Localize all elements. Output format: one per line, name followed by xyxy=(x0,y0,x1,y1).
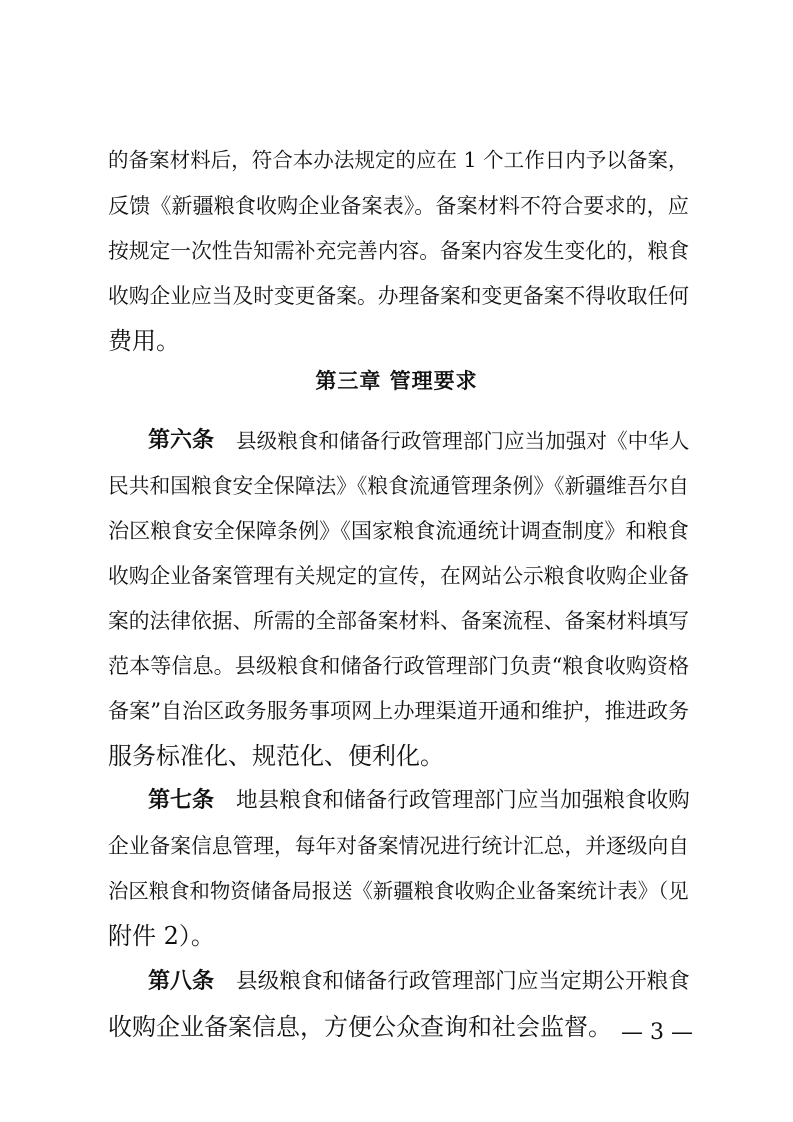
paragraph-line xyxy=(0,512,793,550)
text-line: 按规定一次性告知需补充完善内容。备案内容发生变化的，粮食 xyxy=(108,239,690,263)
article-8-label: 第八条 xyxy=(148,969,215,994)
paragraph-line xyxy=(0,467,793,505)
paragraph-line xyxy=(0,917,793,955)
text-line: 地县粮食和储备行政管理部门应当加强粮食收购 xyxy=(236,788,690,813)
article-6-label: 第六条 xyxy=(148,428,215,453)
text-line: 的备案材料后，符合本办法规定的应在 1 个工作日内予以备案， xyxy=(108,148,689,172)
text-line: 附件 2）。 xyxy=(108,922,215,950)
text-line: 收购企业备案信息，方便公众查询和社会监督。 xyxy=(108,1013,612,1041)
text-line: 治区粮食安全保障条例》《国家粮食流通统计调查制度》和粮食 xyxy=(108,518,689,543)
paragraph-line xyxy=(0,872,793,910)
paragraph-line xyxy=(0,322,793,360)
article-8-first-line xyxy=(0,963,793,1001)
paragraph-line xyxy=(0,277,793,315)
article-6-first-line xyxy=(0,422,793,460)
text-line: 治区粮食和物资储备局报送《新疆粮食收购企业备案统计表》（见 xyxy=(108,879,689,903)
paragraph-line xyxy=(0,827,793,865)
text-line: 县级粮食和储备行政管理部门应当加强对《中华人 xyxy=(236,429,690,453)
text-line: 案的法律依据、所需的全部备案材料、备案流程、备案材料填写 xyxy=(108,609,690,633)
paragraph-line xyxy=(0,187,793,225)
paragraph-line xyxy=(0,647,793,685)
article-7-first-line xyxy=(0,782,793,820)
paragraph-line xyxy=(0,232,793,270)
text-line: 企业备案信息管理，每年对备案情况进行统计汇总，并逐级向自 xyxy=(108,834,690,858)
paragraph-line xyxy=(0,557,793,595)
text-line: 服务标准化、规范化、便利化。 xyxy=(108,742,444,770)
paragraph-line xyxy=(0,692,793,730)
paragraph-line xyxy=(0,737,793,775)
text-line: 民共和国粮食安全保障法》《粮食流通管理条例》《新疆维吾尔自 xyxy=(108,474,690,498)
text-line: 反馈《新疆粮食收购企业备案表》。备案材料不符合要求的，应 xyxy=(108,193,689,218)
text-line: 备案”自治区政务服务事项网上办理渠道开通和维护，推进政务 xyxy=(108,698,690,723)
text-line: 范本等信息。县级粮食和储备行政管理部门负责“粮食收购资格 xyxy=(108,653,690,678)
text-line: 收购企业应当及时变更备案。办理备案和变更备案不得收取任何 xyxy=(108,284,690,308)
article-7-label: 第七条 xyxy=(148,788,215,813)
paragraph-line xyxy=(0,602,793,640)
page-number: — 3 — xyxy=(621,1020,693,1045)
text-line: 县级粮食和储备行政管理部门应当定期公开粮食 xyxy=(236,969,690,994)
chapter-heading: 第三章 管理要求 xyxy=(315,369,478,393)
text-line: 费用。 xyxy=(108,327,180,355)
paragraph-line xyxy=(0,141,793,179)
text-line: 收购企业备案管理有关规定的宣传，在网站公示粮食收购企业备 xyxy=(108,564,690,588)
